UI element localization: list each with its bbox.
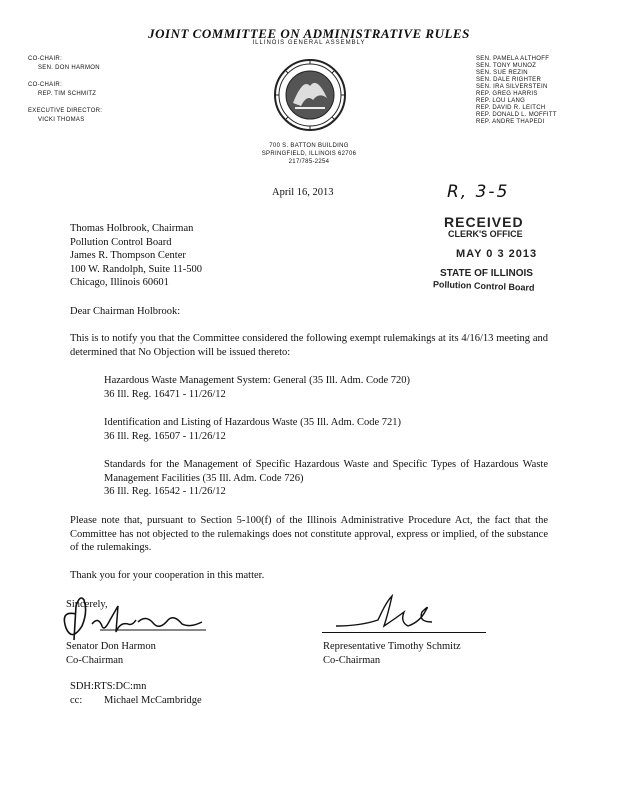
member: SEN. IRA SILVERSTEIN (476, 84, 548, 90)
rulemaking-title: Hazardous Waste Management System: General (35 Ill. Adm. Code 720) (104, 375, 411, 386)
handwritten-note: R, 3-5 (447, 182, 510, 202)
rulemaking-reg: 36 Ill. Reg. 16542 - 11/26/12 (104, 486, 226, 497)
stamp-board: Pollution Control Board (432, 279, 535, 293)
salutation: Dear Chairman Holbrook: (70, 306, 181, 317)
co-chair-1-role: CO-CHAIR: (28, 56, 63, 62)
rulemaking-title: Identification and Listing of Hazardous Waste (35 Ill. Adm. Code 721) (104, 417, 401, 428)
exec-director-role: EXECUTIVE DIRECTOR: (28, 108, 103, 114)
stamp-clerks-office: CLERK'S OFFICE (448, 229, 523, 239)
member: SEN. PAMELA ALTHOFF (476, 56, 550, 62)
rulemaking-item (104, 374, 554, 401)
co-chair-1-name: SEN. DON HARMON (38, 65, 100, 71)
rulemaking-item (104, 416, 554, 443)
signatory-harmon (66, 640, 156, 667)
recipient-line: 100 W. Randolph, Suite 11-500 (70, 263, 203, 275)
member: REP. GREG HARRIS (476, 91, 538, 97)
stamp-date: MAY 0 3 2013 (456, 248, 538, 260)
member: SEN. SUE REZIN (476, 70, 528, 76)
rulemaking-item (104, 458, 548, 499)
signatory-name: Representative Timothy Schmitz (323, 641, 461, 652)
member-list (476, 56, 557, 126)
member: REP. DONALD L. MOFFITT (476, 112, 557, 118)
signature-harmon-icon (46, 586, 226, 646)
thanks-line: Thank you for your cooperation in this matter. (70, 570, 265, 581)
rulemaking-title: Standards for the Management of Specific Hazardous Waste and Specific Types of Hazardous Waste Management Facilities (35 Ill. Adm. Code 726) (104, 459, 548, 484)
cc-label: cc: (70, 695, 83, 706)
recipient-line: Chicago, Illinois 60601 (70, 277, 169, 288)
rulemaking-reg: 36 Ill. Reg. 16471 - 11/26/12 (104, 388, 226, 400)
address-line: SPRINGFIELD, ILLINOIS 62706 (261, 151, 357, 157)
recipient-address (70, 222, 202, 290)
cc-name: Michael McCambridge (104, 695, 202, 706)
signature-schmitz-icon (330, 592, 450, 634)
letter-date: April 16, 2013 (272, 187, 334, 198)
rulemaking-reg: 36 Ill. Reg. 16507 - 11/26/12 (104, 430, 226, 442)
recipient-line: Pollution Control Board (70, 236, 172, 248)
address-line: 700 S. BATTON BUILDING (269, 143, 349, 149)
member: REP. ANDRE THAPEDI (476, 119, 545, 125)
exec-director-name: VICKI THOMAS (38, 117, 85, 123)
signatory-title: Co-Chairman (66, 654, 124, 666)
letterhead-subtitle: ILLINOIS GENERAL ASSEMBLY (252, 40, 366, 46)
member: SEN. TONY MUNOZ (476, 63, 537, 69)
co-chair-2-name: REP. TIM SCHMITZ (38, 91, 97, 97)
signatory-title: Co-Chairman (323, 654, 381, 666)
address-line: 217/785-2254 (288, 159, 330, 165)
state-seal-icon (273, 58, 347, 132)
letterhead-title: JOINT COMMITTEE ON ADMINISTRATIVE RULES (148, 26, 470, 41)
stamp-state: STATE OF ILLINOIS (440, 268, 533, 279)
closing: Sincerely, (66, 599, 108, 610)
signatory-schmitz (323, 640, 461, 667)
note-paragraph: Please note that, pursuant to Section 5-100(f) of the Illinois Administrative Procedure Act, the fact that the Committee has not objected to the rulemakings does not constitute approval, express or implied, of the substance of the rulemakings. (70, 515, 548, 553)
member: REP. DAVID R. LEITCH (476, 105, 546, 111)
member: SEN. DALE RIGHTER (476, 77, 542, 83)
recipient-line: Thomas Holbrook, Chairman (70, 223, 194, 234)
stamp-received: RECEIVED (444, 214, 524, 230)
initials: SDH:RTS:DC:mn (70, 681, 147, 692)
signature-line (322, 632, 486, 633)
intro-paragraph: This is to notify you that the Committee considered the following exempt rulemakings at its 4/16/13 meeting and determined that No Objection will be issued thereto: (70, 333, 548, 358)
signatory-name: Senator Don Harmon (66, 641, 156, 652)
co-chair-2-role: CO-CHAIR: (28, 82, 63, 88)
member: REP. LOU LANG (476, 98, 526, 104)
recipient-line: James R. Thompson Center (70, 250, 186, 261)
